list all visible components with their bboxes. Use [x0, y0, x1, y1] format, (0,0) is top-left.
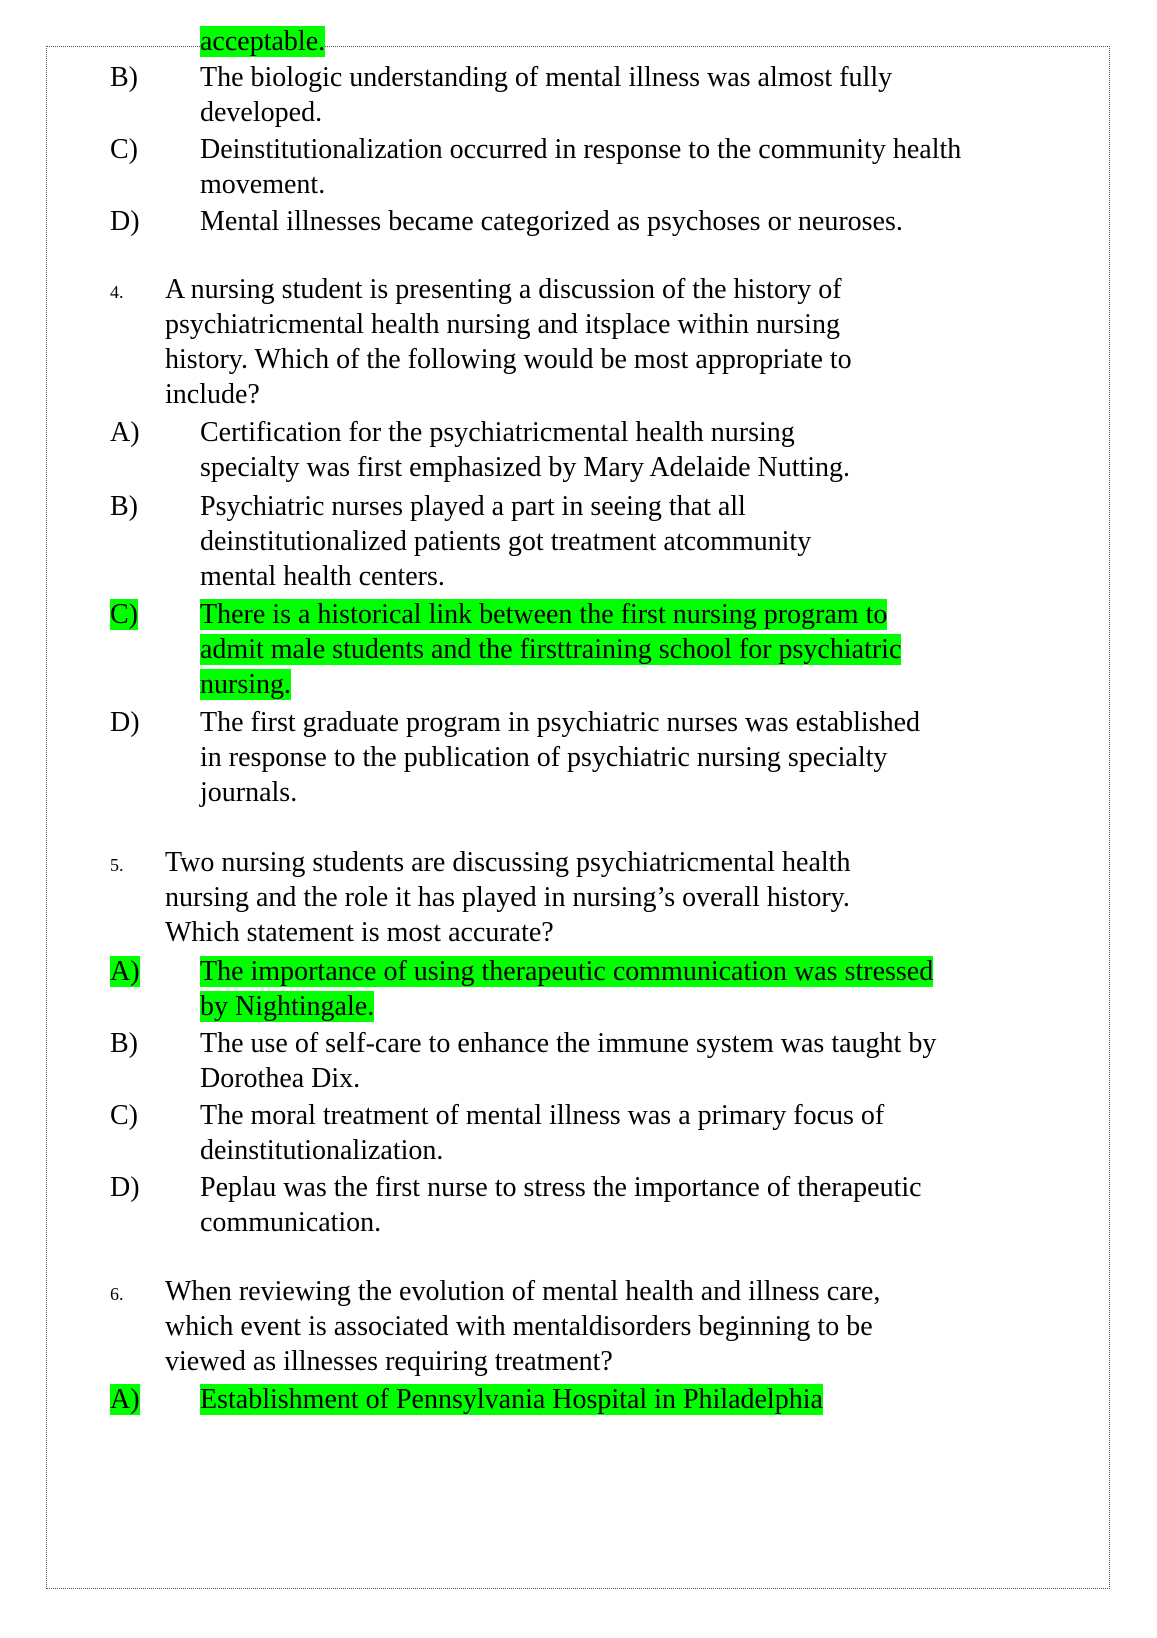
- question-stem: include?: [165, 379, 260, 410]
- option-text: Psychiatric nurses played a part in seeing that all: [200, 491, 746, 522]
- option-label-correct: A): [110, 956, 140, 987]
- option-label: D): [110, 1172, 140, 1203]
- option-label: B): [110, 491, 138, 522]
- option-text-correct: admit male students and the firsttraining school for psychiatric: [200, 634, 902, 665]
- option-text: Dorothea Dix.: [200, 1063, 361, 1094]
- option-text: communication.: [200, 1207, 382, 1238]
- option-label: C): [110, 1100, 138, 1131]
- question-stem: Which statement is most accurate?: [165, 917, 554, 948]
- option-text: movement.: [200, 169, 326, 200]
- question-stem: nursing and the role it has played in nursing’s overall history.: [165, 882, 850, 913]
- option-text: Mental illnesses became categorized as psychoses or neuroses.: [200, 206, 903, 237]
- question-stem: A nursing student is presenting a discussion of the history of: [165, 274, 842, 305]
- option-label: C): [110, 134, 138, 165]
- question-stem: which event is associated with mentaldisorders beginning to be: [165, 1311, 873, 1342]
- option-text: Certification for the psychiatricmental health nursing: [200, 417, 795, 448]
- option-label-correct: A): [110, 1384, 140, 1415]
- option-text-correct: nursing.: [200, 669, 291, 700]
- question-stem: psychiatricmental health nursing and itsplace within nursing: [165, 309, 840, 340]
- option-label: D): [110, 707, 140, 738]
- option-text-correct: Establishment of Pennsylvania Hospital in Philadelphia: [200, 1384, 823, 1415]
- question-number: 5.: [110, 855, 124, 875]
- option-text: The moral treatment of mental illness was a primary focus of: [200, 1100, 885, 1131]
- option-text: mental health centers.: [200, 561, 445, 592]
- option-text: Deinstitutionalization occurred in response to the community health: [200, 134, 962, 165]
- option-text: Peplau was the first nurse to stress the importance of therapeutic: [200, 1172, 922, 1203]
- option-text: journals.: [200, 777, 298, 808]
- option-text: in response to the publication of psychiatric nursing specialty: [200, 742, 888, 773]
- option-text: deinstitutionalized patients got treatment atcommunity: [200, 526, 812, 557]
- option-text: The biologic understanding of mental illness was almost fully: [200, 62, 893, 93]
- option-text: deinstitutionalization.: [200, 1135, 444, 1166]
- question-stem: When reviewing the evolution of mental health and illness care,: [165, 1276, 881, 1307]
- option-label-correct: C): [110, 599, 138, 630]
- option-label: D): [110, 206, 140, 237]
- option-label: A): [110, 417, 140, 448]
- carryover-line: acceptable.: [200, 26, 326, 57]
- option-text: developed.: [200, 97, 323, 128]
- option-text: The use of self-care to enhance the immune system was taught by: [200, 1028, 937, 1059]
- option-label: B): [110, 62, 138, 93]
- option-text: specialty was first emphasized by Mary Adelaide Nutting.: [200, 452, 851, 483]
- option-text: The first graduate program in psychiatric nurses was established: [200, 707, 921, 738]
- option-text-correct: The importance of using therapeutic communication was stressed: [200, 956, 934, 987]
- question-stem: viewed as illnesses requiring treatment?: [165, 1346, 613, 1377]
- question-stem: Two nursing students are discussing psychiatricmental health: [165, 847, 851, 878]
- question-stem: history. Which of the following would be most appropriate to: [165, 344, 852, 375]
- option-label: B): [110, 1028, 138, 1059]
- option-text-correct: There is a historical link between the first nursing program to: [200, 599, 888, 630]
- question-number: 6.: [110, 1284, 124, 1304]
- option-text-correct: by Nightingale.: [200, 991, 375, 1022]
- question-number: 4.: [110, 282, 124, 302]
